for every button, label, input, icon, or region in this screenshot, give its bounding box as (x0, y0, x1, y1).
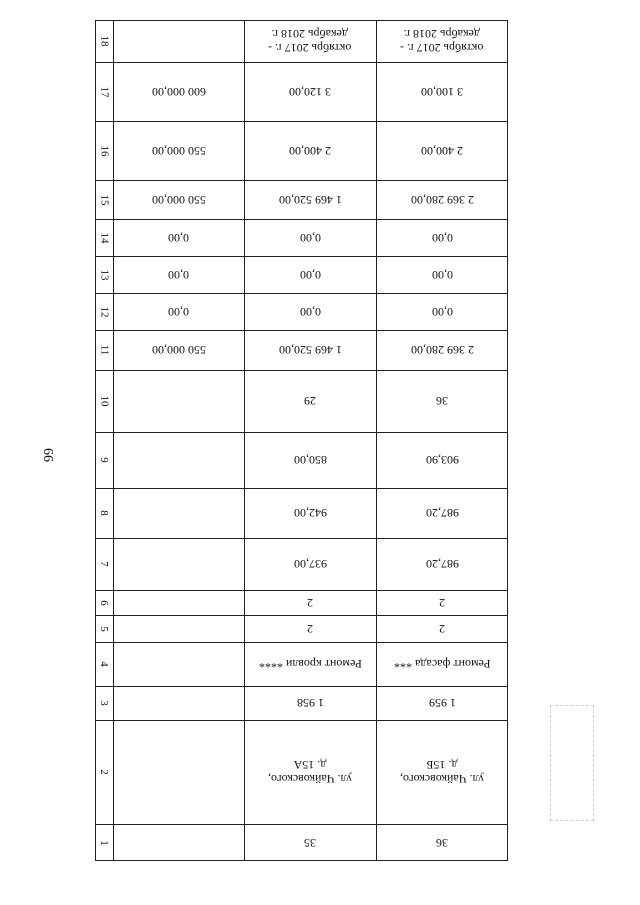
table-cell-text: 850,00 (293, 453, 327, 467)
table-cell-text: Ремонт фасада *** (393, 657, 491, 671)
column-header (95, 432, 113, 488)
table-cell-text: 1 469 520,00 (278, 192, 342, 207)
table-cell-text: 2 369 280,00 (410, 343, 474, 357)
table-cell-text: 1 958 (296, 696, 324, 710)
table-cell-text: 0,00 (431, 267, 453, 282)
table-cell-text: 0,00 (299, 267, 321, 282)
table-cell-text: 937,00 (293, 557, 327, 571)
table-cell (244, 370, 376, 432)
table-cell-text: 1 959 (428, 696, 456, 710)
column-header (95, 256, 113, 293)
table-cell-text: 29 (304, 394, 316, 408)
table-cell-text: 3 100,00 (421, 84, 463, 99)
table-cell-text: 2 (439, 595, 445, 610)
table-cell (244, 330, 376, 370)
column-header (95, 180, 113, 219)
table-cell-text: 0,00 (168, 230, 189, 245)
table-cell (376, 370, 508, 432)
column-header (95, 615, 113, 642)
scan-artifact (550, 705, 594, 821)
column-header-label: 15 (98, 194, 110, 205)
table-cell (244, 686, 376, 720)
table-cell (244, 20, 376, 62)
table-cell-text: 600 000,00 (151, 84, 206, 99)
column-header-label: 12 (98, 306, 110, 317)
table-cell-text: 550 000,00 (151, 343, 206, 357)
table-cell (376, 686, 508, 720)
table-cell (113, 686, 244, 720)
table-cell (376, 590, 508, 615)
table-cell (244, 256, 376, 293)
table-cell-text: 550 000,00 (151, 192, 206, 207)
table-cell (244, 219, 376, 256)
column-header-label: 2 (98, 769, 110, 775)
table-cell (376, 538, 508, 590)
table-cell (376, 432, 508, 488)
table-cell (376, 642, 508, 686)
table-cell (376, 330, 508, 370)
column-header-label: 5 (98, 625, 110, 632)
table-cell (244, 180, 376, 219)
column-header-label: 3 (98, 700, 110, 706)
table-cell-text: 2 (439, 621, 445, 636)
table-cell-text: октябрь 2017 г. - декабрь 2018 г. (400, 27, 484, 55)
table-cell (113, 370, 244, 432)
data-table (95, 20, 508, 861)
table-cell-text: 36 (436, 394, 448, 408)
column-header-label: 13 (98, 269, 110, 280)
column-header-label: 18 (98, 35, 110, 47)
table-cell (244, 432, 376, 488)
table-cell-text: 0,00 (431, 304, 453, 319)
table-cell (113, 121, 244, 180)
table-cell-text: 942,00 (293, 506, 327, 520)
table-cell (113, 330, 244, 370)
table-cell (244, 590, 376, 615)
table-cell-text: 0,00 (431, 230, 453, 245)
column-header-label: 8 (98, 510, 110, 516)
table-cell (244, 488, 376, 538)
table-cell-text: 0,00 (299, 230, 321, 245)
column-header (95, 62, 113, 121)
table-cell-text: 0,00 (168, 304, 189, 319)
table-cell (376, 293, 508, 330)
table-cell (244, 720, 376, 824)
table-cell-text: октябрь 2017 г. - декабрь 2018 г. (268, 27, 352, 55)
table-cell (244, 824, 376, 861)
column-header (95, 590, 113, 615)
table-cell-text: 35 (304, 835, 316, 850)
table-cell-text: 987,20 (425, 506, 459, 520)
page-number: 66 (40, 448, 55, 462)
column-header (95, 686, 113, 720)
column-header (95, 20, 113, 62)
table-cell-text: 0,00 (168, 267, 189, 282)
column-header-label: 4 (98, 661, 110, 667)
table-cell (113, 538, 244, 590)
table-cell-text: 2 (307, 621, 313, 636)
table-cell (376, 720, 508, 824)
table-cell (376, 615, 508, 642)
table-cell-text: 2 (307, 595, 313, 610)
column-header-label: 6 (98, 599, 110, 606)
column-header-label: 11 (98, 344, 110, 356)
column-header-label: 9 (98, 457, 110, 463)
column-header (95, 488, 113, 538)
table-cell (376, 219, 508, 256)
table-cell (244, 121, 376, 180)
table-cell (113, 219, 244, 256)
table-cell (376, 180, 508, 219)
column-header (95, 293, 113, 330)
table-cell (376, 256, 508, 293)
column-header-label: 14 (98, 232, 110, 243)
table-cell-text: 36 (436, 835, 448, 850)
table-cell (113, 615, 244, 642)
table-cell-text: 987,20 (425, 557, 459, 571)
table-cell (244, 62, 376, 121)
table-cell (376, 488, 508, 538)
table-cell-text: 3 120,00 (289, 84, 331, 99)
table-cell (376, 824, 508, 861)
column-header (95, 642, 113, 686)
table-cell (113, 590, 244, 615)
table-cell (113, 180, 244, 219)
table-cell (244, 538, 376, 590)
table-cell-text: 903,90 (425, 453, 459, 467)
table-cell (113, 824, 244, 861)
table-cell (113, 62, 244, 121)
table-cell-text: 550 000,00 (151, 143, 206, 158)
table-cell-text: ул. Чайковского, д. 15А (268, 758, 352, 786)
column-header (95, 121, 113, 180)
table-cell-text: 2 400,00 (289, 143, 331, 158)
table-cell-text: ул. Чайковского, д. 15Б (400, 758, 484, 786)
table-cell (244, 642, 376, 686)
table-cell-text: 1 469 520,00 (278, 343, 342, 357)
column-header-label: 16 (98, 145, 110, 156)
column-header (95, 330, 113, 370)
column-header-label: 17 (98, 86, 110, 97)
column-header-label: 7 (98, 561, 110, 567)
column-header-label: 1 (98, 839, 110, 846)
table-cell (113, 293, 244, 330)
table-cell-text: 2 400,00 (421, 143, 463, 158)
table-cell (113, 488, 244, 538)
column-header (95, 370, 113, 432)
table-cell-text: Ремонт кровли **** (258, 657, 362, 671)
column-header (95, 538, 113, 590)
table-cell-text: 2 369 280,00 (410, 192, 474, 207)
table-cell (244, 615, 376, 642)
table-cell (244, 293, 376, 330)
table-cell (113, 432, 244, 488)
column-header (95, 824, 113, 861)
table-cell-text: 0,00 (299, 304, 321, 319)
table-cell (113, 20, 244, 62)
table-cell (113, 256, 244, 293)
column-header-label: 10 (98, 395, 110, 407)
column-header (95, 219, 113, 256)
table-cell (113, 720, 244, 824)
table-cell (113, 642, 244, 686)
table-cell (376, 20, 508, 62)
table-cell (376, 62, 508, 121)
table-cell (376, 121, 508, 180)
column-header (95, 720, 113, 824)
